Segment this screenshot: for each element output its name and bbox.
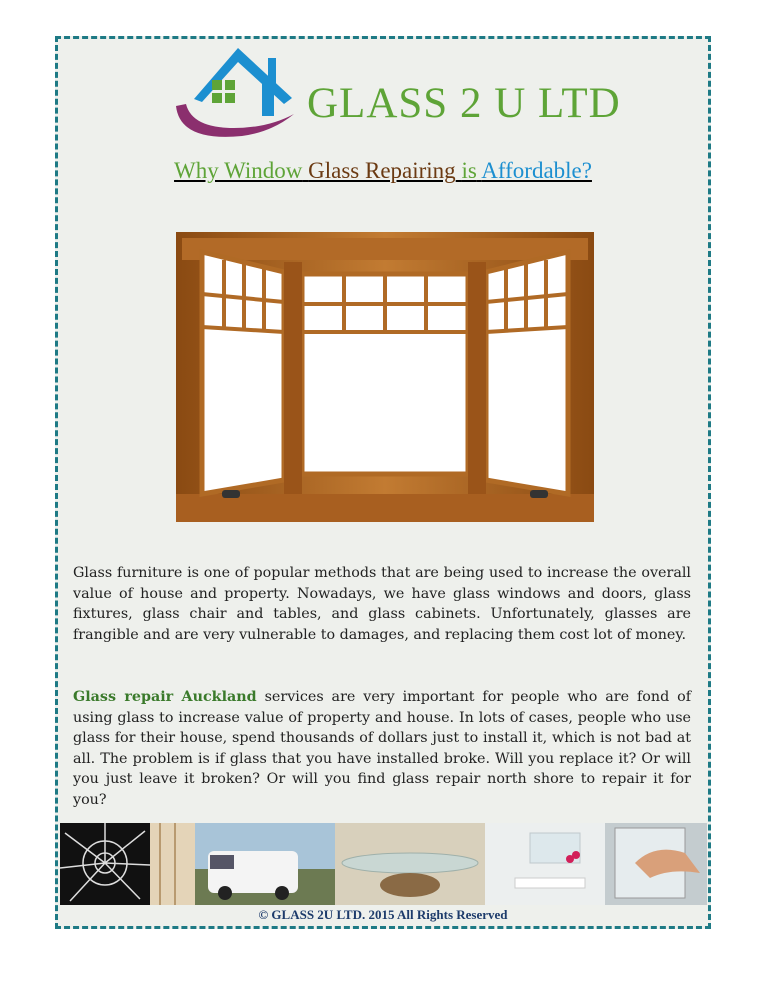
broken-glass-photo <box>60 823 150 905</box>
window-blinds-photo <box>150 823 195 905</box>
hands-on-glass-photo <box>605 823 707 905</box>
copyright-footer: © GLASS 2U LTD. 2015 All Rights Reserved <box>258 907 508 922</box>
services-paragraph <box>73 687 691 811</box>
bathroom-photo <box>485 823 605 905</box>
title-part-1: Why Window <box>174 158 303 183</box>
glass-repair-auckland-link[interactable]: Glass repair Auckland <box>73 689 257 705</box>
photo-strip <box>60 823 707 905</box>
services-paragraph-text: services are very important for people who are fond of using glass to increase value of property and house. In lots of cases, people who use glass for their house, spend thousands of dollars just to install it, which is not bad at all. The problem is if glass that you have installed broke. Will you replace it? Or will you just leave it broken? Or will you find glass repair north shore to repair it for you? <box>73 689 691 808</box>
intro-paragraph: Glass furniture is one of popular methods that are being used to increase the overall value of house and property. Nowadays, we have glass windows and doors, glass fixtures, glass chair and tables, and glass cabinets. Unfortunately, glasses are frangible and are very vulnerable to damages, and replacing them cost lot of money. <box>73 565 691 643</box>
wooden-bay-window-image <box>176 232 594 526</box>
page-title <box>58 158 708 184</box>
van-photo <box>195 823 335 905</box>
title-part-3: is <box>461 158 477 183</box>
house-logo-icon <box>172 44 312 144</box>
title-part-4: Affordable? <box>481 158 592 183</box>
glass-table-photo <box>335 823 485 905</box>
title-part-2: Glass Repairing <box>308 158 456 183</box>
brand-name: GLASS 2 U LTD <box>307 80 621 127</box>
company-logo <box>172 44 622 144</box>
